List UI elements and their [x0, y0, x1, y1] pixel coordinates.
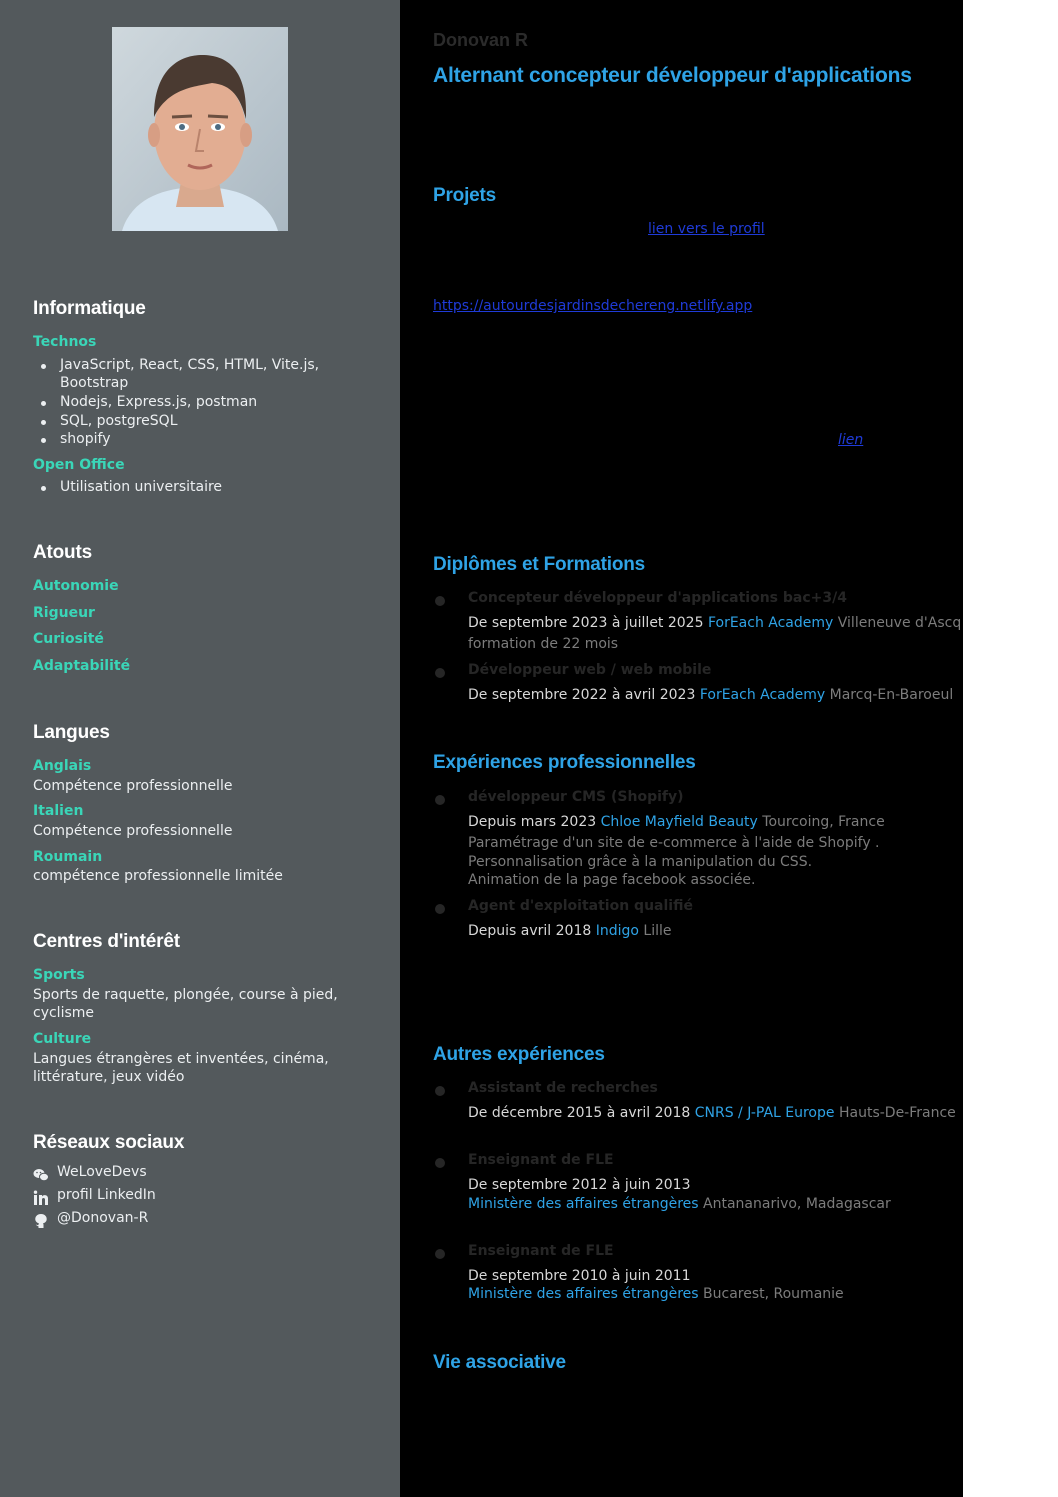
bullet [41, 364, 46, 369]
entry-title: Concepteur développeur d'applications bac+3/4 [468, 590, 847, 606]
entry-meta [468, 1176, 691, 1194]
language-name: Anglais [33, 758, 92, 774]
project-site-link[interactable]: https://autourdesjardinsdechereng.netlify.app [433, 298, 753, 314]
project-link[interactable]: lien [838, 432, 864, 448]
bullet [41, 401, 46, 406]
wechat-icon [33, 1167, 49, 1183]
social-link-github[interactable]: @Donovan-R [57, 1210, 149, 1226]
interest-text: Sports de raquette, plongée, course à pied, cyclisme [33, 987, 338, 1021]
projets-title: Projets [433, 185, 497, 206]
entry-org: Ministère des affaires étrangères [468, 1196, 699, 1212]
entry-date: Depuis avril 2018 [468, 923, 592, 939]
entry-date: De décembre 2015 à avril 2018 [468, 1105, 691, 1121]
profile-name: Donovan R [433, 30, 529, 50]
entry-title: Agent d'exploitation qualifié [468, 898, 693, 914]
timeline-dot [435, 795, 445, 805]
langues-title: Langues [33, 722, 110, 743]
language-name: Roumain [33, 849, 103, 865]
atouts-title: Atouts [33, 542, 92, 563]
list-item: shopify [60, 431, 111, 447]
entry-org: ForEach Academy [699, 687, 826, 703]
entry-place: Hauts-De-France [838, 1105, 956, 1121]
entry-place: Antananarivo, Madagascar [703, 1196, 891, 1212]
atout-item: Adaptabilité [33, 658, 131, 674]
language-level: Compétence professionnelle [33, 823, 233, 839]
language-name: Italien [33, 803, 84, 819]
entry-meta [468, 614, 961, 632]
job-title: Alternant concepteur développeur d'applications [433, 64, 912, 87]
list-item: SQL, postgreSQL [60, 413, 178, 429]
timeline-dot [435, 596, 445, 606]
entry-place: Marcq-En-Baroeul [829, 687, 954, 703]
entry-meta [468, 922, 672, 940]
social-link-linkedin[interactable]: profil LinkedIn [57, 1187, 156, 1203]
entry-date: De septembre 2022 à avril 2023 [468, 687, 696, 703]
entry-org: Ministère des affaires étrangères [468, 1286, 699, 1302]
interest-text: Langues étrangères et inventées, cinéma, littérature, jeux vidéo [33, 1051, 329, 1085]
diplomes-title: Diplômes et Formations [433, 554, 646, 575]
entry-title: Assistant de recherches [468, 1080, 658, 1096]
entry-meta [468, 813, 885, 831]
entry-place: Tourcoing, France [762, 814, 885, 830]
list-item: JavaScript, React, CSS, HTML, Vite.js, Bootstrap [60, 357, 320, 391]
entry-meta [468, 686, 953, 704]
vie-associative-title: Vie associative [433, 1352, 566, 1373]
entry-title: Développeur web / web mobile [468, 662, 712, 678]
experiences-title: Expériences professionnelles [433, 752, 696, 773]
entry-desc: Animation de la page facebook associée. [468, 872, 756, 888]
entry-org: CNRS / J-PAL Europe [694, 1105, 835, 1121]
profile-photo [112, 27, 288, 231]
bullet [41, 486, 46, 491]
entry-org: ForEach Academy [707, 615, 834, 631]
entry-place: Villeneuve d'Ascq [837, 615, 962, 631]
entry-org: Indigo [595, 923, 639, 939]
timeline-dot [435, 1158, 445, 1168]
autres-title: Autres expériences [433, 1044, 605, 1065]
entry-meta [468, 1267, 691, 1285]
entry-desc: formation de 22 mois [468, 636, 619, 652]
list-item: Utilisation universitaire [60, 479, 223, 495]
entry-title: Enseignant de FLE [468, 1152, 614, 1168]
interest-name: Culture [33, 1031, 92, 1047]
timeline-dot [435, 1249, 445, 1259]
technos-label: Technos [33, 334, 97, 350]
github-icon [33, 1213, 49, 1229]
timeline-dot [435, 904, 445, 914]
entry-place: Bucarest, Roumanie [703, 1286, 844, 1302]
atout-item: Autonomie [33, 578, 119, 594]
entry-place: Lille [643, 923, 672, 939]
entry-date: De septembre 2012 à juin 2013 [468, 1177, 691, 1193]
timeline-dot [435, 668, 445, 678]
social-link-welovedevs[interactable]: WeLoveDevs [57, 1164, 147, 1180]
entry-date: De septembre 2023 à juillet 2025 [468, 615, 704, 631]
language-level: compétence professionnelle limitée [33, 868, 283, 884]
linkedin-icon [33, 1190, 49, 1206]
sidebar [0, 0, 400, 1497]
entry-org: Chloe Mayfield Beauty [600, 814, 758, 830]
atout-item: Rigueur [33, 605, 95, 621]
entry-date: De septembre 2010 à juin 2011 [468, 1268, 691, 1284]
bullet [41, 420, 46, 425]
entry-date: Depuis mars 2023 [468, 814, 597, 830]
entry-desc: Paramétrage d'un site de e-commerce à l'aide de Shopify . [468, 835, 880, 851]
entry-desc: Personnalisation grâce à la manipulation du CSS. [468, 854, 813, 870]
list-item: Nodejs, Express.js, postman [60, 394, 258, 410]
atout-item: Curiosité [33, 631, 104, 647]
entry-meta [468, 1285, 844, 1303]
entry-title: Enseignant de FLE [468, 1243, 614, 1259]
timeline-dot [435, 1086, 445, 1096]
interets-title: Centres d'intérêt [33, 931, 180, 952]
bullet [41, 438, 46, 443]
project-profile-link[interactable]: lien vers le profil [648, 221, 765, 237]
entry-title: développeur CMS (Shopify) [468, 789, 684, 805]
language-level: Compétence professionnelle [33, 778, 233, 794]
reseaux-title: Réseaux sociaux [33, 1132, 185, 1153]
open-office-label: Open Office [33, 457, 125, 473]
informatique-title: Informatique [33, 298, 146, 319]
entry-meta [468, 1195, 891, 1213]
interest-name: Sports [33, 967, 85, 983]
entry-meta [468, 1104, 956, 1122]
